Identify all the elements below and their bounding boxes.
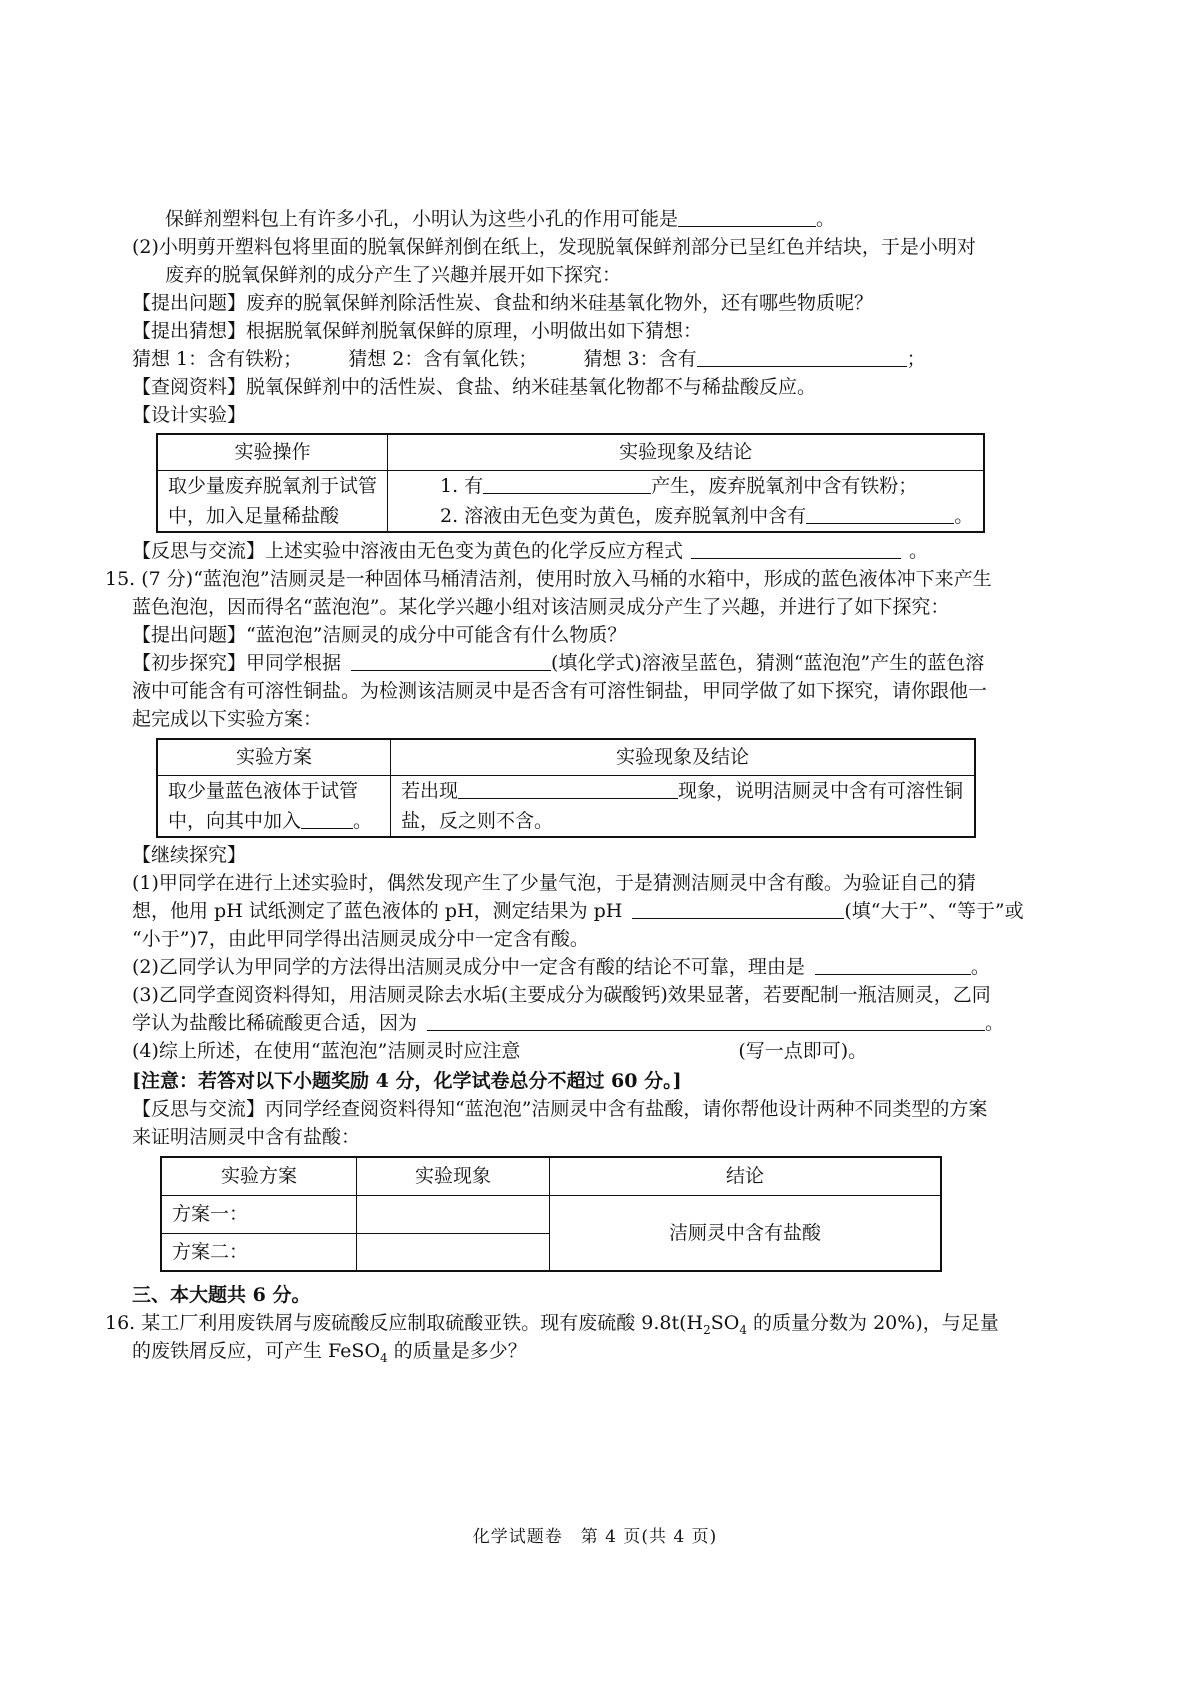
- q15-question: 【提出问题】“蓝泡泡”洁厕灵的成分中可能含有什么物质？: [132, 624, 627, 646]
- phenomenon-one-cell[interactable]: [357, 1195, 550, 1233]
- header-result: 实验现象及结论: [391, 739, 976, 775]
- plan-two: 方案二：: [161, 1233, 357, 1271]
- header-operation: 实验操作: [157, 434, 388, 470]
- guess-line: 猜想 1：含有铁粉； 猜想 2：含有氧化铁； 猜想 3：含有 ；: [132, 348, 926, 370]
- c2-line: (2)乙同学认为甲同学的方法得出洁厕灵成分中一定含有酸的结论不可靠，理由是 。: [132, 956, 990, 978]
- q15-prelim-line2: 液中可能含有可溶性铜盐。为检测该洁厕灵中是否含有可溶性铜盐，甲同学做了如下探究，请你跟他一: [132, 680, 988, 702]
- answer-blank[interactable]: [351, 652, 551, 671]
- answer-blank[interactable]: [483, 475, 651, 494]
- bonus-note: [注意：若答对以下小题奖励 4 分，化学试卷总分不超过 60 分。]: [132, 1070, 682, 1092]
- answer-blank[interactable]: [458, 780, 678, 799]
- question-heading: 【提出问题】废弃的脱氧保鲜剂除活性炭、食盐和纳米硅基氧化物外，还有哪些物质呢？: [132, 292, 874, 314]
- result-cell: 若出现 现象，说明洁厕灵中含有可溶性铜 盐，反之则不含。: [391, 775, 976, 837]
- reference-line: 【查阅资料】脱氧保鲜剂中的活性炭、食盐、纳米硅基氧化物都不与稀盐酸反应。: [132, 376, 817, 398]
- holes-line: 保鲜剂塑料包上有许多小孔，小明认为这些小孔的作用可能是 。: [165, 208, 836, 230]
- c4-line: (4)综上所述，在使用“蓝泡泡”洁厕灵时应注意 (写一点即可)。: [132, 1040, 868, 1062]
- reflect-line: 【反思与交流】上述实验中溶液由无色变为黄色的化学反应方程式 。: [132, 540, 929, 562]
- experiment-table-1: [156, 433, 985, 533]
- header-phenomenon: 实验现象: [357, 1157, 550, 1195]
- q16-line2: 的废铁屑反应，可产生 FeSO$_4$ 的质量是多少？: [132, 1340, 527, 1365]
- design-heading: 【设计实验】: [132, 404, 247, 426]
- page-footer: 化学试题卷 第 4 页(共 4 页): [472, 1527, 718, 1547]
- answer-blank[interactable]: [806, 505, 954, 524]
- answer-blank[interactable]: [301, 810, 353, 829]
- conclusion-cell: 洁厕灵中含有盐酸: [550, 1195, 942, 1271]
- header-plan: 实验方案: [157, 739, 391, 775]
- answer-blank[interactable]: [697, 348, 907, 367]
- q15-prelim-line3: 起完成以下实验方案：: [132, 708, 323, 730]
- answer-blank[interactable]: [691, 540, 901, 559]
- experiment-table-3: [160, 1156, 942, 1272]
- c3-line1: (3)乙同学查阅资料得知，用洁厕灵除去水垢(主要成分为碳酸钙)效果显著，若要配制一瓶洁厕灵，乙同: [132, 984, 991, 1006]
- phenomenon-two-cell[interactable]: [357, 1233, 550, 1271]
- c1-line3: “小于”)7，由此甲同学得出洁厕灵成分中一定含有酸。: [132, 928, 589, 950]
- plan-one: 方案一：: [161, 1195, 357, 1233]
- guess-1: 猜想 1：含有铁粉；: [132, 348, 303, 370]
- answer-blank[interactable]: [678, 208, 816, 227]
- guess-3: 猜想 3：含有: [583, 348, 697, 370]
- section-3-heading: 三、本大题共 6 分。: [132, 1284, 311, 1306]
- header-plan: 实验方案: [161, 1157, 357, 1195]
- hypothesis-intro: 【提出猜想】根据脱氧保鲜剂脱氧保鲜的原理，小明做出如下猜想：: [132, 320, 703, 342]
- answer-blank[interactable]: [815, 956, 971, 975]
- result-cell: 1. 有 产生，废弃脱氧剂中含有铁粉； 2. 溶液由无色变为黄色，废弃脱氧剂中含有 。: [388, 470, 985, 532]
- operation-cell: 取少量废弃脱氧剂于试管 中，加入足量稀盐酸: [157, 470, 388, 532]
- q15-line2: 蓝色泡泡，因而得名“蓝泡泡”。某化学兴趣小组对该洁厕灵成分产生了兴趣，并进行了如下探究：: [132, 596, 950, 618]
- q15-line1: 15. (7 分)“蓝泡泡”洁厕灵是一种固体马桶清洁剂，使用时放入马桶的水箱中，形成的蓝色液体冲下来产生: [105, 568, 992, 590]
- q16-line1: 16. 某工厂利用废铁屑与废硫酸反应制取硫酸亚铁。现有废硫酸 $9.8t(H_2SO_4$ 的质量分数为 20%)，与足量: [105, 1312, 999, 1337]
- answer-blank[interactable]: [427, 1012, 985, 1031]
- header-conclusion: 结论: [550, 1157, 942, 1195]
- guess-2: 猜想 2：含有氧化铁；: [348, 348, 538, 370]
- answer-blank[interactable]: [632, 900, 844, 919]
- c3-line2: 学认为盐酸比稀硫酸更合适，因为 。: [132, 1012, 1005, 1034]
- plan-cell: 取少量蓝色液体于试管 中，向其中加入 。: [157, 775, 391, 837]
- part2-line1: (2)小明剪开塑料包将里面的脱氧保鲜剂倒在纸上，发现脱氧保鲜剂部分已呈红色并结块，于是小明对: [132, 236, 976, 258]
- c1-line1: (1)甲同学在进行上述实验时，偶然发现产生了少量气泡，于是猜测洁厕灵中含有酸。为验证自己的猜: [132, 872, 976, 894]
- continue-heading: 【继续探究】: [132, 844, 247, 866]
- header-result: 实验现象及结论: [388, 434, 985, 470]
- c1-line2: 想，他用 pH 试纸测定了蓝色液体的 pH，测定结果为 pH (填“大于”、“等于”或: [132, 900, 1024, 922]
- q15-prelim: 【初步探究】甲同学根据 (填化学式)溶液呈蓝色，猜测“蓝泡泡”产生的蓝色溶: [132, 652, 985, 674]
- experiment-table-2: [156, 738, 976, 838]
- reflect-line1: 【反思与交流】丙同学经查阅资料得知“蓝泡泡”洁厕灵中含有盐酸，请你帮他设计两种不同类型的方案: [132, 1098, 988, 1120]
- part2-line2: 废弃的脱氧保鲜剂的成分产生了兴趣并展开如下探究：: [165, 264, 622, 286]
- reflect-line2: 来证明洁厕灵中含有盐酸：: [132, 1126, 361, 1148]
